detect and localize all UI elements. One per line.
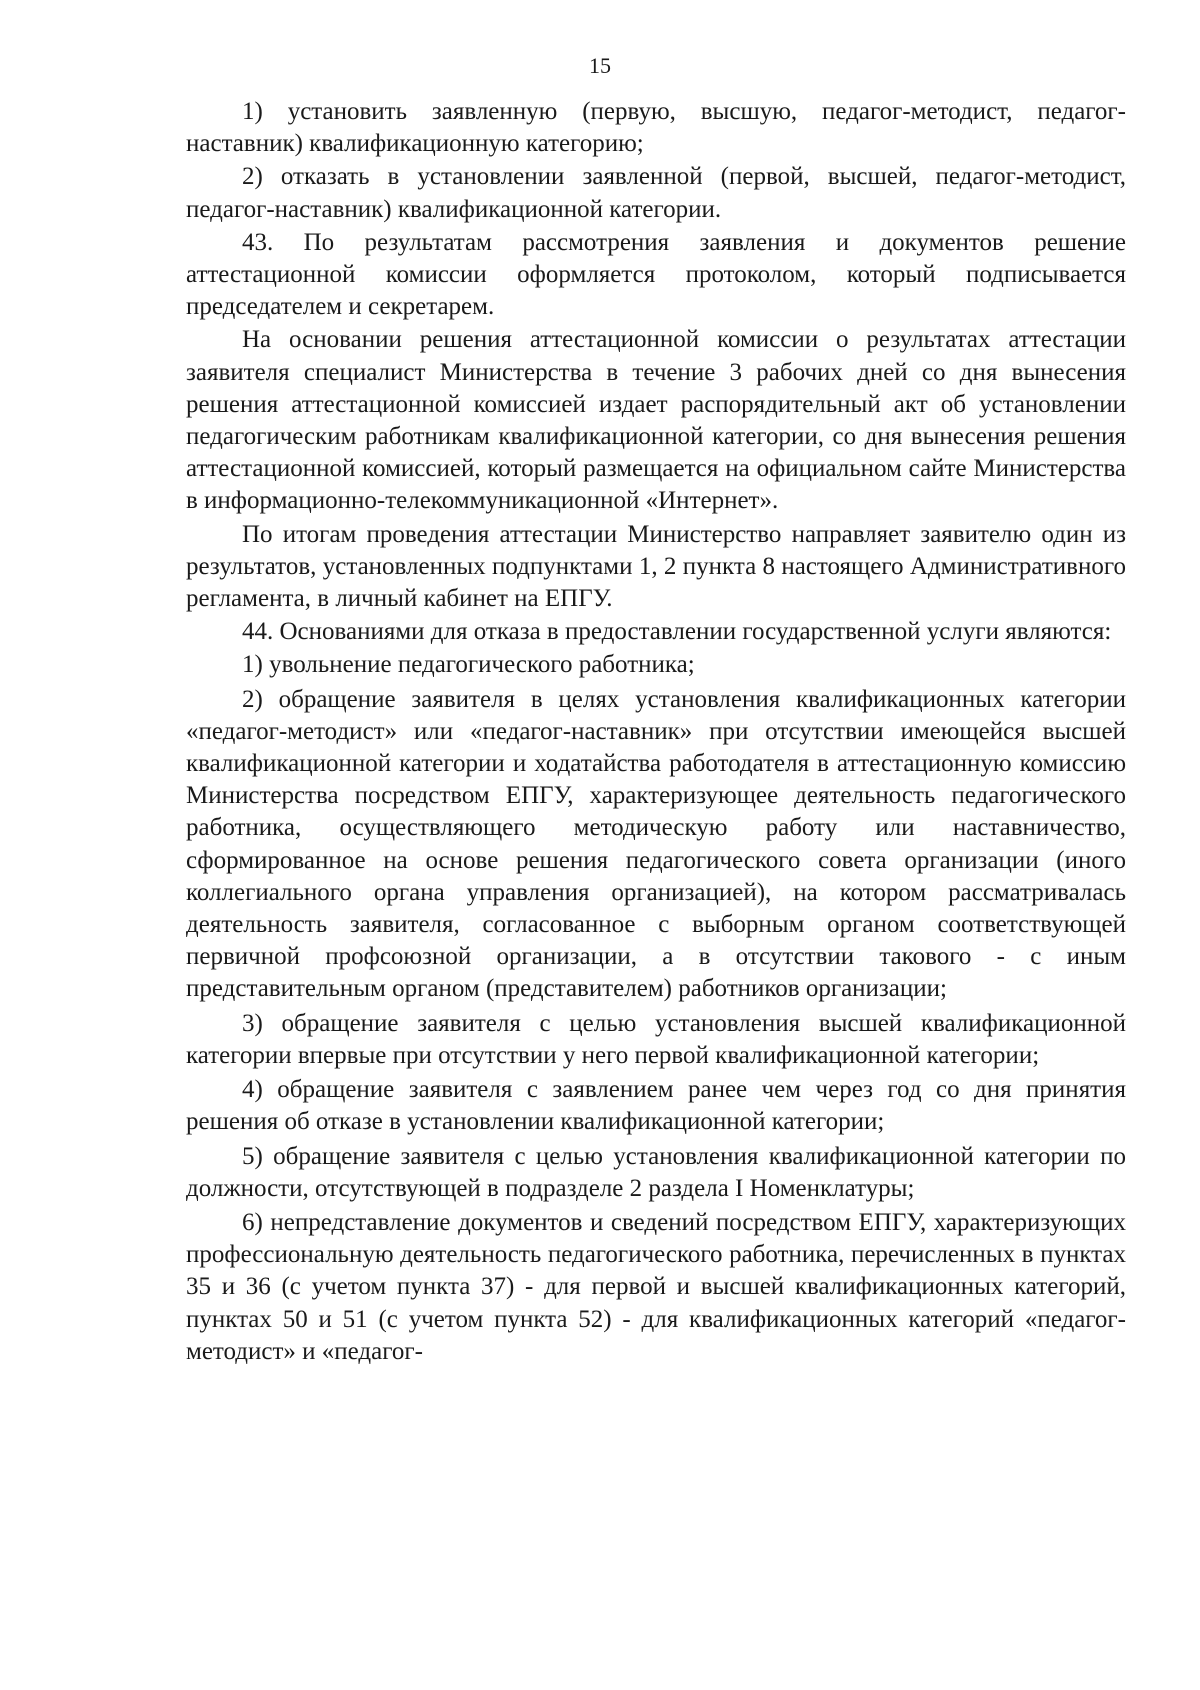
- paragraph-subitem-2: 2) отказать в установлении заявленной (первой, высшей, педагог-методист, педагог-наставник) квалификационной категории.: [186, 163, 1126, 223]
- paragraph-refusal-5: 5) обращение заявителя с целью установления квалификационной категории по должности, отсутствующей в подразделе 2 раздела I Номенклатуры;: [186, 1142, 1126, 1202]
- page-number: 15: [589, 53, 611, 78]
- paragraph-refusal-2: 2) обращение заявителя в целях установления квалификационных категории «педагог-методист» или «педагог-наставник» при отсутствии имеющейся высшей квалификационной категории и ходатайства работодателя в аттестационную комиссию Министерства посредством ЕПГУ, характеризующее деятельность педагогического работника, осуществляющего методическую работу или наставничество, сформированное на основе решения педагогического совета организации (иного коллегиального органа управления организацией), на котором рассматривалась деятельность заявителя, согласованное с выборным органом соответствующей первичной профсоюзной организации, а в отсутствии такового - с иным представительным органом (представителем) работников организации;: [186, 685, 1126, 1003]
- paragraph-clause-43: 43. По результатам рассмотрения заявления и документов решение аттестационной комиссии оформляется протоколом, который подписывается председателем и секретарем.: [186, 228, 1126, 321]
- paragraph-clause-44: 44. Основаниями для отказа в предоставлении государственной услуги являются:: [242, 618, 1112, 646]
- paragraph-attestation-results: По итогам проведения аттестации Министерство направляет заявителю один из результатов, установленных подпунктами 1, 2 пункта 8 настоящего Административного регламента, в личный кабинет на ЕПГУ.: [186, 520, 1126, 613]
- paragraph-subitem-1: 1) установить заявленную (первую, высшую, педагог-методист, педагог-наставник) квалификационную категорию;: [186, 98, 1126, 158]
- paragraph-commission-decision: На основании решения аттестационной комиссии о результатах аттестации заявителя специалист Министерства в течение 3 рабочих дней со дня вынесения решения аттестационной комиссией издает распорядительный акт об установлении педагогическим работникам квалификационной категории, со дня вынесения решения аттестационной комиссией, который размещается на официальном сайте Министерства в информационно-телекоммуникационной «Интернет».: [186, 326, 1126, 515]
- paragraph-refusal-1: 1) увольнение педагогического работника;: [242, 651, 695, 679]
- paragraph-refusal-3: 3) обращение заявителя с целью установления высшей квалификационной категории впервые при отсутствии у него первой квалификационной категории;: [186, 1009, 1126, 1069]
- paragraph-refusal-4: 4) обращение заявителя с заявлением ранее чем через год со дня принятия решения об отказе в установлении квалификационной категории;: [186, 1076, 1126, 1136]
- document-body: [186, 96, 1126, 1369]
- paragraph-refusal-6: 6) непредставление документов и сведений посредством ЕПГУ, характеризующих профессиональную деятельность педагогического работника, перечисленных в пунктах 35 и 36 (с учетом пункта 37) - для первой и высшей квалификационных категорий, пунктах 50 и 51 (с учетом пункта 52) - для квалификационных категорий «педагог-методист» и «педагог-: [186, 1208, 1126, 1365]
